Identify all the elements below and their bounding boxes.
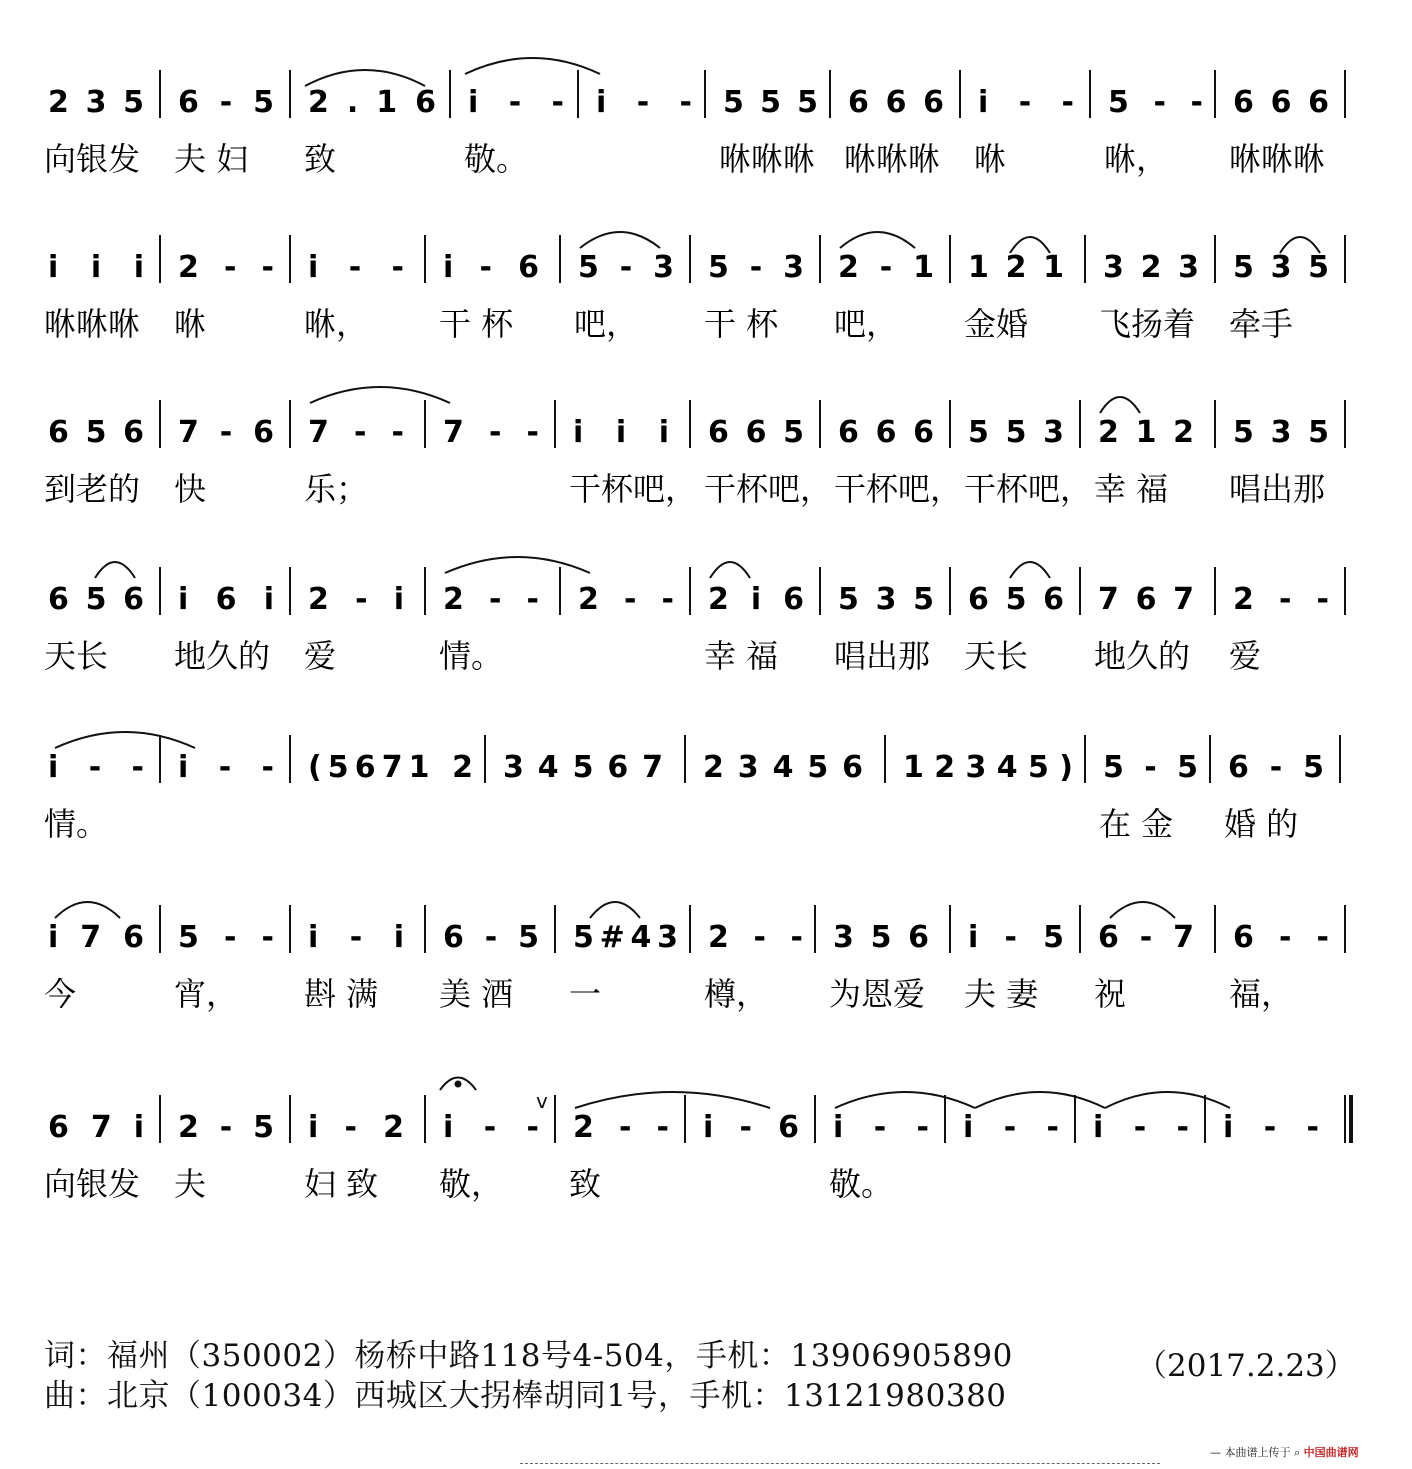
slur-mark <box>310 387 450 403</box>
measure-notes: i-6 <box>703 1110 799 1145</box>
composition-date: （2017.2.23） <box>1136 1348 1356 1384</box>
watermark-site: 中国曲谱网 <box>1303 1446 1359 1459</box>
measure-notes: 5-- <box>178 920 274 955</box>
slur-mark <box>465 58 600 74</box>
measure-notes: 2i6 <box>708 582 804 617</box>
slur-mark <box>710 562 750 578</box>
measure-lyrics: 牵手 <box>1229 305 1294 343</box>
measure-lyrics: 唱出那 <box>834 637 931 675</box>
measure-lyrics: 干杯吧， <box>964 470 1093 508</box>
measure-lyrics: 咻咻咻 <box>844 140 941 178</box>
measure-notes: i-5 <box>968 920 1064 955</box>
measure-lyrics: 天长 <box>44 637 109 675</box>
slur-mark <box>1010 562 1050 578</box>
measure-lyrics: 情。 <box>439 637 504 675</box>
slur-mark <box>305 70 425 86</box>
measure-lyrics: 斟 满 <box>304 975 379 1013</box>
measure-notes: 6-7 <box>1098 920 1194 955</box>
measure-lyrics: 在 金 <box>1099 805 1174 843</box>
measure-lyrics: 一 <box>569 975 602 1013</box>
measure-notes: i-- <box>833 1110 929 1145</box>
measure-notes: i-i <box>308 920 404 955</box>
measure-lyrics: 情。 <box>44 805 109 843</box>
measure-lyrics: 干 杯 <box>704 305 779 343</box>
measure-lyrics: 向银发 <box>44 140 141 178</box>
measure-notes: 5#43 <box>573 920 678 955</box>
measure-notes: 5-5 <box>1103 750 1198 785</box>
measure-lyrics: 地久的 <box>1094 637 1191 675</box>
measure-notes: 666 <box>838 415 934 450</box>
measure-notes: 2-- <box>708 920 803 955</box>
measure-lyrics: 夫 妻 <box>964 975 1039 1013</box>
measure-lyrics: 飞扬着 <box>1099 305 1196 343</box>
measure-notes: 12345) <box>903 750 1073 785</box>
measure-notes: 2-i <box>308 582 404 617</box>
measure-notes: 2.16 <box>308 85 436 120</box>
measure-lyrics: 吧， <box>834 305 899 343</box>
measure-lyrics: 婚 的 <box>1224 805 1299 843</box>
measure-lyrics: 夫 妇 <box>174 140 249 178</box>
slur-mark <box>1100 397 1140 413</box>
slur-mark <box>1110 902 1175 918</box>
measure-notes: 121 <box>968 250 1064 285</box>
measure-notes: 356 <box>833 920 929 955</box>
measure-notes: 656 <box>968 582 1064 617</box>
measure-notes: iii <box>573 415 669 450</box>
measure-lyrics: 咻， <box>1104 140 1169 178</box>
measure-lyrics: 致 <box>304 140 337 178</box>
slur-mark <box>1105 1092 1230 1108</box>
measure-notes: 6-5 <box>178 85 274 120</box>
measure-lyrics: 咻 <box>174 305 207 343</box>
measure-notes: 67i <box>48 1110 144 1145</box>
slur-mark <box>445 557 590 573</box>
measure-notes: i-- <box>468 85 564 120</box>
measure-notes: 2-- <box>178 250 274 285</box>
measure-notes: 656 <box>48 415 144 450</box>
measure-notes: 5-- <box>1108 85 1203 120</box>
measure-lyrics: 乐； <box>304 470 369 508</box>
measure-lyrics: 吧， <box>574 305 639 343</box>
measure-notes: 767 <box>1098 582 1194 617</box>
measure-lyrics: 到老的 <box>44 470 141 508</box>
measure-notes: i-- <box>443 1110 539 1145</box>
measure-notes: 23456 <box>703 750 863 785</box>
measure-notes: 7-- <box>308 415 404 450</box>
measure-notes: 665 <box>708 415 804 450</box>
slur-mark <box>55 732 195 748</box>
measure-notes: 535 <box>1233 250 1329 285</box>
measure-lyrics: 咻， <box>304 305 369 343</box>
measure-lyrics: 敬。 <box>829 1165 894 1203</box>
slur-mark <box>590 902 640 918</box>
measure-lyrics: 唱出那 <box>1229 470 1326 508</box>
measure-notes: 2-5 <box>178 1110 274 1145</box>
measure-notes: i-- <box>48 750 144 785</box>
measure-lyrics: 今 <box>44 975 77 1013</box>
measure-notes: (5671 2 <box>308 750 473 785</box>
measure-notes: i-- <box>308 250 404 285</box>
measure-notes: i6i <box>178 582 274 617</box>
measure-notes: 212 <box>1098 415 1194 450</box>
slur-mark <box>575 1092 770 1108</box>
measure-notes: 2-- <box>573 1110 669 1145</box>
measure-notes: 553 <box>968 415 1064 450</box>
measure-lyrics: 快 <box>174 470 207 508</box>
measure-notes: i-- <box>978 85 1074 120</box>
measure-lyrics: 干杯吧， <box>834 470 963 508</box>
slur-mark <box>580 232 660 248</box>
measure-notes: 323 <box>1103 250 1199 285</box>
measure-notes: 6-- <box>1233 920 1329 955</box>
measure-notes: i-- <box>963 1110 1059 1145</box>
measure-notes: 535 <box>1233 415 1329 450</box>
slur-mark <box>840 232 915 248</box>
measure-notes: 6-5 <box>443 920 539 955</box>
measure-lyrics: 敬。 <box>464 140 529 178</box>
measure-lyrics: 幸 福 <box>704 637 779 675</box>
measure-lyrics: 祝 <box>1094 975 1127 1013</box>
measure-notes: 7-6 <box>178 415 274 450</box>
measure-notes: 7-- <box>443 415 539 450</box>
slur-mark <box>835 1092 975 1108</box>
breath-mark: v <box>536 1089 548 1113</box>
notation-layer <box>48 85 1329 1145</box>
measure-notes: i-- <box>1223 1110 1319 1145</box>
slur-mark <box>55 902 120 918</box>
measure-notes: 5-3 <box>708 250 804 285</box>
fermata-dot <box>456 1082 461 1087</box>
measure-lyrics: 爱 <box>304 637 337 675</box>
measure-lyrics: 地久的 <box>174 637 271 675</box>
measure-lyrics: 爱 <box>1229 637 1262 675</box>
measure-notes: i-- <box>596 85 692 120</box>
measure-notes: 6-5 <box>1228 750 1324 785</box>
measure-lyrics: 夫 <box>174 1165 207 1203</box>
measure-notes: 2-1 <box>838 250 934 285</box>
measure-lyrics: 福， <box>1229 975 1294 1013</box>
source-watermark <box>1210 1444 1359 1460</box>
measure-notes: iii <box>48 250 144 285</box>
measure-lyrics: 咻咻咻 <box>44 305 141 343</box>
measure-notes: i-- <box>1093 1110 1189 1145</box>
watermark-text: — 本曲谱上传于 <box>1210 1446 1291 1459</box>
measure-lyrics: 向银发 <box>44 1165 141 1203</box>
measure-lyrics: 咻咻咻 <box>1229 140 1326 178</box>
measure-notes: i-6 <box>443 250 539 285</box>
measure-notes: 666 <box>1233 85 1329 120</box>
measure-notes: 2-- <box>578 582 674 617</box>
lyrics-layer <box>44 140 1325 1203</box>
measure-lyrics: 幸 福 <box>1094 470 1169 508</box>
measure-lyrics: 咻咻咻 <box>719 140 816 178</box>
measure-notes: i-2 <box>308 1110 404 1145</box>
measure-lyrics: 干 杯 <box>439 305 514 343</box>
measure-notes: 656 <box>48 582 144 617</box>
measure-lyrics: 敬， <box>439 1165 504 1203</box>
watermark-logo-icon: ⌕ <box>1294 1446 1301 1459</box>
composer-contact: 曲：北京（100034）西城区大拐棒胡同1号，手机：13121980380 <box>44 1378 1007 1414</box>
measure-notes: i76 <box>48 920 144 955</box>
measure-lyrics: 为恩爱 <box>829 975 926 1013</box>
measure-lyrics: 致 <box>569 1165 602 1203</box>
slur-mark <box>95 562 135 578</box>
measure-notes: 555 <box>723 85 818 120</box>
measure-lyrics: 干杯吧， <box>704 470 833 508</box>
measure-notes: 5-3 <box>578 250 674 285</box>
measure-lyrics: 美 酒 <box>439 975 514 1013</box>
measure-notes: 2-- <box>1233 582 1329 617</box>
measure-notes: i-- <box>178 750 274 785</box>
lyricist-contact: 词：福州（350002）杨桥中路118号4-504，手机：13906905890 <box>44 1338 1013 1374</box>
slurs-layer <box>55 58 1320 1113</box>
measure-lyrics: 干杯吧， <box>569 470 698 508</box>
measure-lyrics: 宵， <box>174 975 239 1013</box>
measure-lyrics: 咻 <box>974 140 1007 178</box>
measure-lyrics: 天长 <box>964 637 1029 675</box>
slur-mark <box>975 1092 1105 1108</box>
measure-notes: 535 <box>838 582 934 617</box>
bottom-divider <box>520 1463 1160 1464</box>
measure-notes: 235 <box>48 85 144 120</box>
measure-notes: 2-- <box>443 582 539 617</box>
measure-lyrics: 金婚 <box>964 305 1029 343</box>
measure-lyrics: 妇 致 <box>304 1165 379 1203</box>
measure-notes: 666 <box>848 85 944 120</box>
measure-lyrics: 樽， <box>704 975 769 1013</box>
measure-notes: 34567 <box>503 750 663 785</box>
